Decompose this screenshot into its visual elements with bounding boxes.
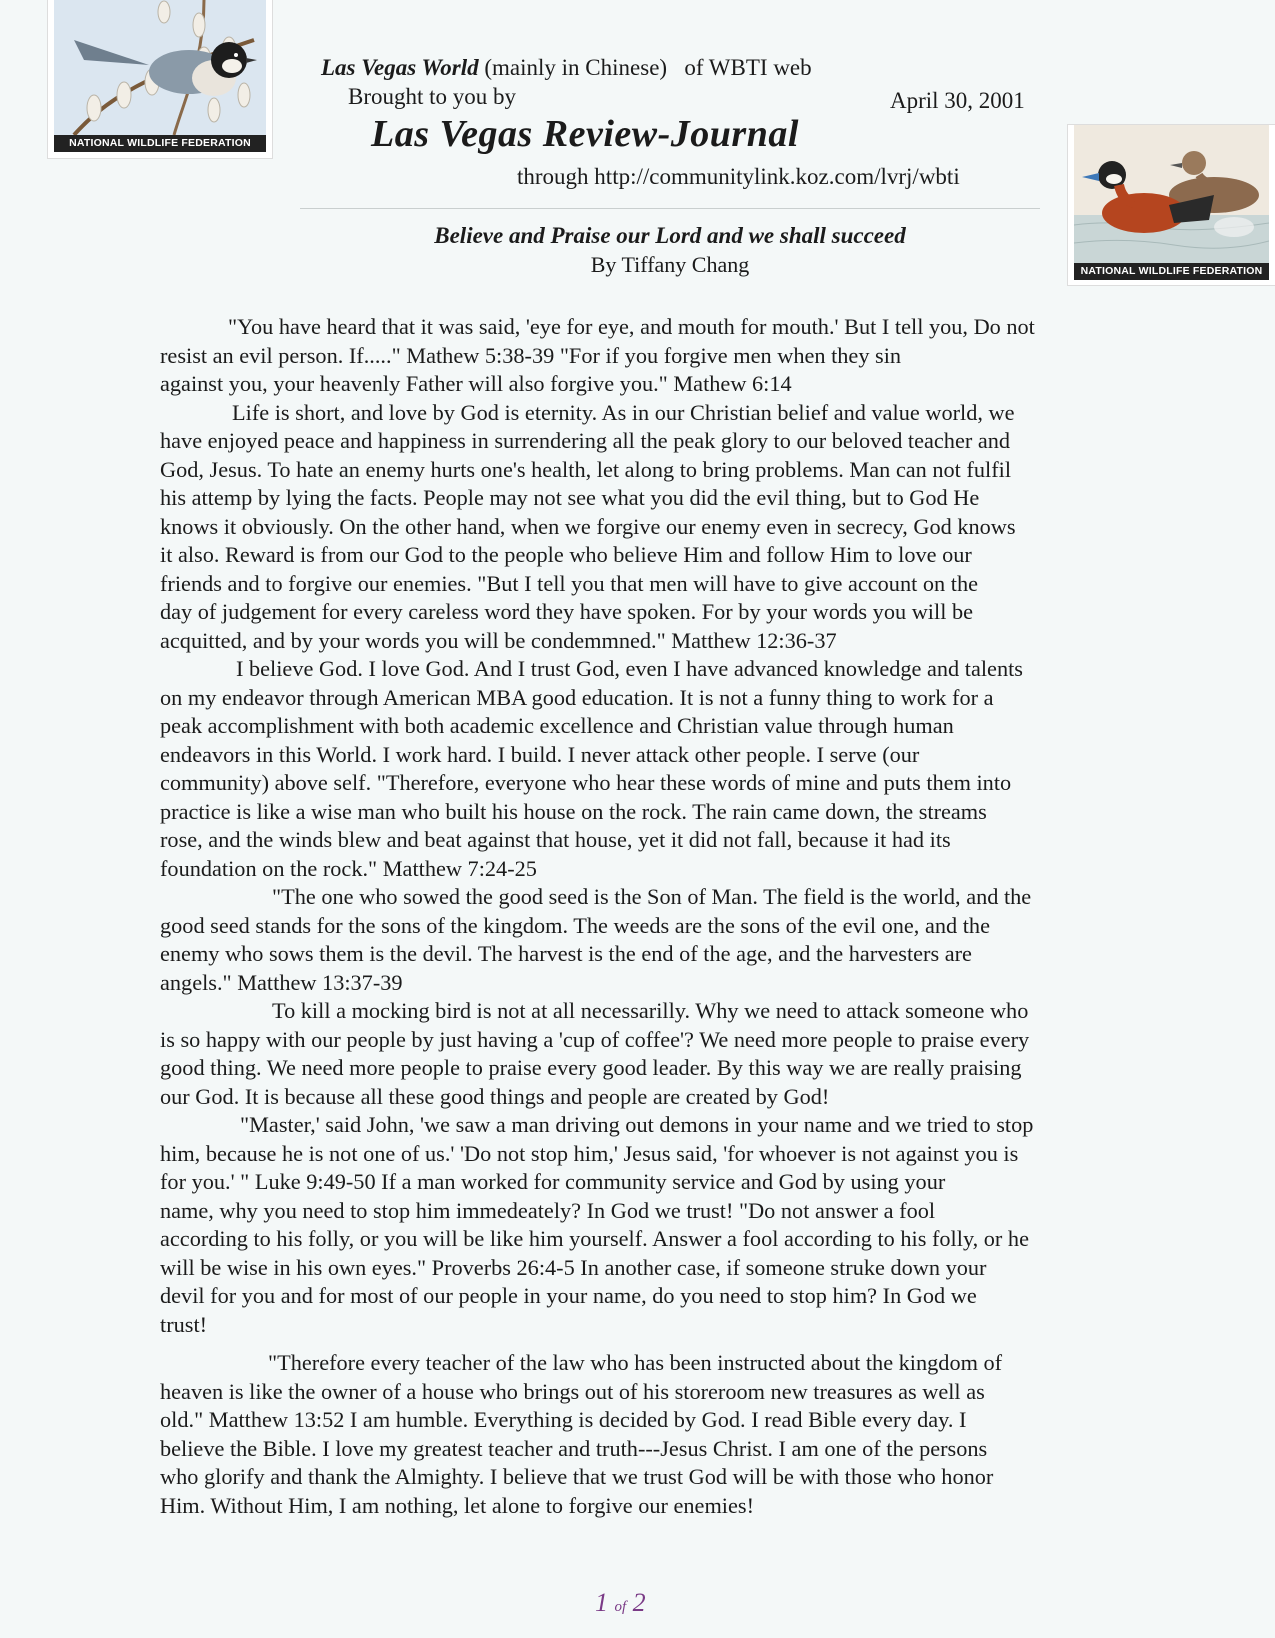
body-line: good thing. We need more people to praise every good leader. By this way we are really praising xyxy=(160,1055,1022,1080)
brought-by: Brought to you by xyxy=(348,84,517,109)
stamp-caption: NATIONAL WILDLIFE FEDERATION xyxy=(1074,263,1269,280)
page-total: 2 xyxy=(632,1588,646,1617)
body-line: for you.' " Luke 9:49-50 If a man worked for community service and God by using your xyxy=(160,1169,946,1194)
paragraph xyxy=(160,1111,1148,1339)
header-line-1 xyxy=(321,55,812,81)
body-line: To kill a mocking bird is not at all necessarilly. Why we need to attack someone who xyxy=(272,998,1029,1023)
body-line: God, Jesus. To hate an enemy hurts one's health, let along to bring problems. Man can not fulfil xyxy=(160,456,1012,482)
body-line: day of judgement for every careless word they have spoken. For by your words you will be xyxy=(160,599,974,624)
paragraph xyxy=(160,997,1148,1111)
stamp-chickadee xyxy=(48,0,272,158)
body-line: him, because he is not one of us.' 'Do not stop him,' Jesus said, 'for whoever is not against you is xyxy=(160,1140,1019,1166)
ducks-illustration xyxy=(1074,125,1269,263)
body-line: according to his folly, or you will be like him yourself. Answer a fool according to his folly, or he xyxy=(160,1226,1029,1251)
body-line: "The one who sowed the good seed is the Son of Man. The field is the world, and the xyxy=(272,884,1032,909)
body-line: have enjoyed peace and happiness in surrendering all the peak glory to our beloved teacher and xyxy=(160,428,1011,453)
body-line: acquitted, and by your words you will be condemmned." Matthew 12:36-37 xyxy=(160,627,837,653)
body-line: who glorify and thank the Almighty. I believe that we trust God will be with those who honor xyxy=(160,1464,994,1489)
section-title: Las Vegas World xyxy=(321,55,479,80)
body-line: endeavors in this World. I work hard. I build. I never attack other people. I serve (our xyxy=(160,741,920,767)
section-note: (mainly in Chinese) xyxy=(484,55,668,80)
body-line: Life is short, and love by God is eternity. As in our Christian belief and value world, we xyxy=(232,399,1015,425)
body-line: I believe God. I love God. And I trust God, even I have advanced knowledge and talents xyxy=(236,656,1023,681)
body-line: heaven is like the owner of a house who brings out of his storeroom new treasures as well as xyxy=(160,1378,985,1404)
body-line: his attemp by lying the facts. People may not see what you did the evil thing, but to God He xyxy=(160,485,980,510)
body-line: will be wise in his own eyes." Proverbs 26:4-5 In another case, if someone struke down your xyxy=(160,1254,987,1280)
newspaper-name: Las Vegas Review-Journal xyxy=(371,113,799,155)
page-number xyxy=(595,1588,646,1618)
body-line: our God. It is because all these good things and people are created by God! xyxy=(160,1083,830,1109)
body-line: angels." Matthew 13:37-39 xyxy=(160,969,403,995)
source-link: through http://communitylink.koz.com/lvrj/wbti xyxy=(517,164,960,189)
body-line: it also. Reward is from our God to the people who believe Him and follow Him to love our xyxy=(160,542,972,567)
body-line: practice is like a wise man who built his house on the rock. The rain came down, the streams xyxy=(160,798,987,824)
stamp-ducks xyxy=(1068,125,1275,285)
body-line: is so happy with our people by just having a 'cup of coffee'? We need more people to praise every xyxy=(160,1026,1030,1052)
body-line: "Therefore every teacher of the law who has been instructed about the kingdom of xyxy=(268,1350,1003,1375)
page-current: 1 xyxy=(595,1588,608,1617)
body-line: foundation on the rock." Matthew 7:24-25 xyxy=(160,855,537,881)
article-byline: By Tiffany Chang xyxy=(590,252,750,277)
body-line: "You have heard that it was said, 'eye for eye, and mouth for mouth.' But I tell you, Do not xyxy=(228,314,1035,339)
body-line: name, why you need to stop him immedeately? In God we trust! "Do not answer a fool xyxy=(160,1197,936,1223)
body-line: friends and to forgive our enemies. "But I tell you that men will have to give account on the xyxy=(160,570,978,596)
body-line: community) above self. "Therefore, everyone who hear these words of mine and puts them into xyxy=(160,770,1012,795)
body-line: devil for you and for most of our people in your name, do you need to stop him? In God we xyxy=(160,1283,977,1308)
site-label: of WBTI web xyxy=(684,55,812,80)
body-line: rose, and the winds blew and beat against that house, yet it did not fall, because it had its xyxy=(160,827,951,852)
body-line: resist an evil person. If....." Mathew 5:38-39 "For if you forgive men when they sin xyxy=(160,342,902,368)
body-line: peak accomplishment with both academic excellence and Christian value through human xyxy=(160,713,954,738)
body-line: trust! xyxy=(160,1311,208,1337)
body-line: Him. Without Him, I am nothing, let alone to forgive our enemies! xyxy=(160,1492,754,1518)
article-date: April 30, 2001 xyxy=(890,88,1025,113)
body-line: on my endeavor through American MBA good education. It is not a funny thing to work for a xyxy=(160,684,994,710)
paragraph xyxy=(160,399,1148,656)
stamp-caption: NATIONAL WILDLIFE FEDERATION xyxy=(54,135,266,152)
header-divider xyxy=(300,208,1040,209)
chickadee-illustration xyxy=(54,0,266,135)
body-line: against you, your heavenly Father will also forgive you." Mathew 6:14 xyxy=(160,371,792,396)
body-line: "Master,' said John, 'we saw a man driving out demons in your name and we tried to stop xyxy=(240,1112,1034,1137)
body-line: knows it obviously. On the other hand, when we forgive our enemy even in secrecy, God knows xyxy=(160,513,1016,539)
body-line: enemy who sows them is the devil. The harvest is the end of the age, and the harvesters are xyxy=(160,941,972,966)
body-line: good seed stands for the sons of the kingdom. The weeds are the sons of the evil one, and the xyxy=(160,912,990,938)
page-of: of xyxy=(614,1599,627,1615)
paragraph xyxy=(160,1349,1148,1520)
article-body xyxy=(160,313,1148,1520)
article-title: Believe and Praise our Lord and we shall succeed xyxy=(434,223,906,248)
body-line: believe the Bible. I love my greatest teacher and truth---Jesus Christ. I am one of the persons xyxy=(160,1435,988,1461)
paragraph xyxy=(160,313,1148,399)
paragraph xyxy=(160,883,1148,997)
body-line: old." Matthew 13:52 I am humble. Everything is decided by God. I read Bible every day. I xyxy=(160,1407,967,1432)
paragraph xyxy=(160,655,1148,883)
